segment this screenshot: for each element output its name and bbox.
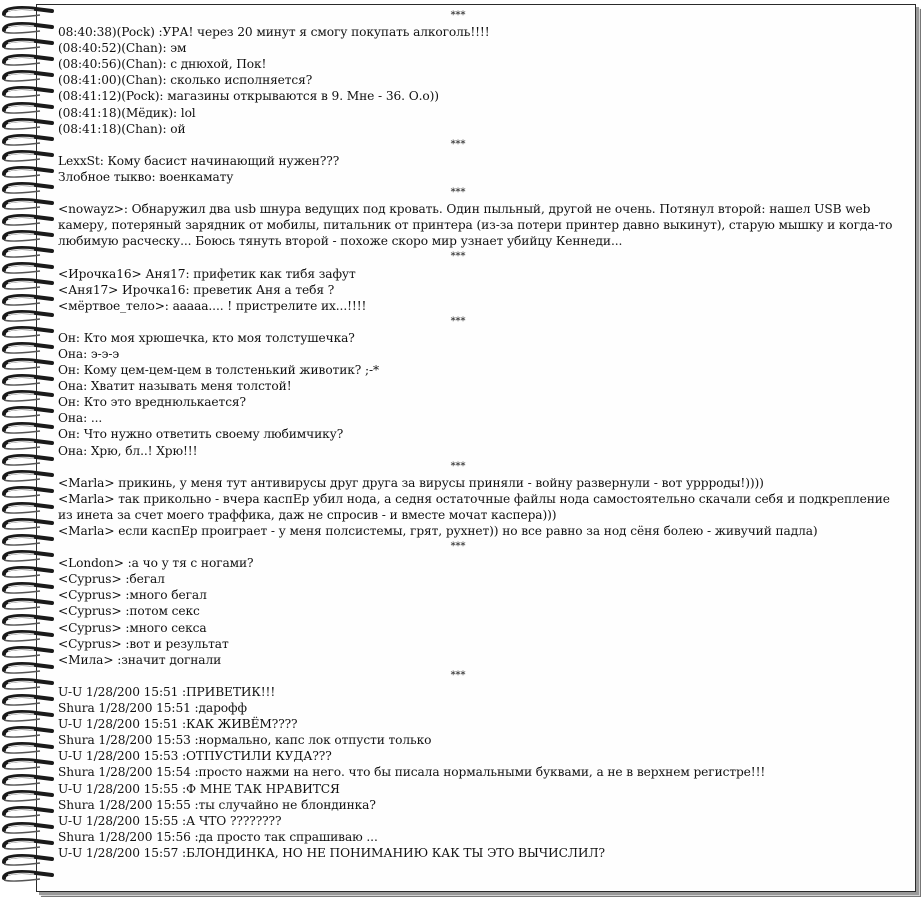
spiral-ring: [4, 632, 52, 641]
spiral-ring: [4, 648, 52, 657]
spiral-ring: [4, 120, 52, 129]
chat-line: U-U 1/28/200 15:51 :КАК ЖИВЁМ????: [58, 717, 298, 732]
spiral-ring: [4, 728, 52, 737]
spiral-ring: [4, 344, 52, 353]
chat-line: U-U 1/28/200 15:55 :Ф МНЕ ТАК НРАВИТСЯ: [58, 781, 340, 796]
spiral-ring: [4, 152, 52, 161]
spiral-ring: [4, 312, 52, 321]
chat-line: <Cyprus> :бегал: [58, 572, 165, 587]
spiral-ring: [4, 488, 52, 497]
spiral-ring: [4, 184, 52, 193]
chat-line: Shura 1/28/200 15:51 :дарофф: [58, 701, 247, 716]
chat-line: <Marla> прикинь, у меня тут антивирусы друг друга за вирусы приняли - войну развернули - вот уррроды!)))): [58, 475, 764, 490]
spiral-ring: [4, 216, 52, 225]
spiral-ring: [4, 472, 52, 481]
spiral-ring: [4, 280, 52, 289]
quote-block: [58, 249, 898, 313]
chat-line: U-U 1/28/200 15:53 :ОТПУСТИЛИ КУДА???: [58, 749, 332, 764]
spiral-ring: [4, 616, 52, 625]
chat-line: <Ирочка16> Аня17: прифетик как тибя зафут: [58, 266, 356, 281]
chat-line: <Cyprus> :много секса: [58, 620, 207, 635]
chat-line: Он: Кому цем-цем-цем в толстенький животик? ;-*: [58, 363, 379, 378]
quote-block: [58, 459, 898, 539]
chat-line: Shura 1/28/200 15:56 :да просто так спрашиваю ...: [58, 829, 378, 844]
spiral-ring: [4, 776, 52, 785]
chat-line: <Cyprus> :потом секс: [58, 604, 200, 619]
spiral-ring: [4, 536, 52, 545]
separator: ***: [450, 251, 466, 263]
quote-block: [58, 24, 898, 137]
chat-line: Shura 1/28/200 15:53 :нормально, капс лок отпусти только: [58, 733, 432, 748]
chat-line: (08:41:18)(Мёдик): lol: [58, 105, 196, 120]
chat-line: Он: Кто моя хрюшечка, кто моя толстушечка?: [58, 330, 355, 345]
spiral-ring: [4, 696, 52, 705]
spiral-ring: [4, 824, 52, 833]
chat-line: Он: Кто это вреднюлькается?: [58, 395, 246, 410]
spiral-ring: [4, 552, 52, 561]
chat-line: U-U 1/28/200 15:57 :БЛОНДИНКА, НО НЕ ПОНИМАНИЮ КАК ТЫ ЭТО ВЫЧИСЛИЛ?: [58, 845, 605, 860]
spiral-ring: [4, 504, 52, 513]
quotes-content: [58, 8, 898, 861]
quote-block: [58, 185, 898, 249]
chat-line: <Аня17> Ирочка16: преветик Аня а тебя ?: [58, 282, 335, 297]
spiral-ring: [4, 88, 52, 97]
separator: ***: [450, 138, 466, 150]
chat-line: LexxSt: Кому басист начинающий нужен???: [58, 153, 340, 168]
separator: ***: [450, 315, 466, 327]
chat-line: <Cyprus> :вот и результат: [58, 636, 229, 651]
spiral-ring: [4, 248, 52, 257]
quote-block: [58, 539, 898, 668]
separator: ***: [450, 541, 466, 553]
chat-line: (08:41:00)(Chan): сколько исполняется?: [58, 73, 313, 88]
chat-line: (08:41:12)(Pock): магазины открываются в 9. Мне - 36. О.о)): [58, 89, 439, 104]
spiral-ring: [4, 232, 52, 241]
spiral-ring: [4, 424, 52, 433]
spiral-ring: [4, 328, 52, 337]
spiral-ring: [4, 520, 52, 529]
spiral-ring: [4, 168, 52, 177]
chat-line: Он: Что нужно ответить своему любимчику?: [58, 427, 344, 442]
chat-line: <nowayz>: Обнаружил два usb шнура ведущих под кровать. Один пыльный, другой не очень. Потянул второй: нашел USB web камеру, потеряный зарядник от мобилы, питальник от принтера (из-за потери принтер давно выкинут), старую мышку и когда-то любимую расческу... Боюсь тянуть второй - похоже скоро мир узнает убийцу Кеннеди...: [58, 202, 893, 249]
spiral-ring: [4, 136, 52, 145]
spiral-ring: [4, 456, 52, 465]
spiral-ring: [4, 296, 52, 305]
spiral-ring: [4, 40, 52, 49]
chat-line: Она: Хватит называть меня толстой!: [58, 379, 292, 394]
chat-line: Shura 1/28/200 15:55 :ты случайно не блондинка?: [58, 797, 376, 812]
chat-line: <Marla> если каспЕр проиграет - у меня полсистемы, грят, рухнет)) но все равно за нод сёня болею - живучий падла): [58, 524, 818, 538]
spiral-ring: [4, 680, 52, 689]
spiral-ring: [4, 584, 52, 593]
spiral-ring: [4, 840, 52, 849]
quote-block: [58, 668, 898, 861]
chat-line: Она: Хрю, бл..! Хрю!!!: [58, 443, 198, 458]
separator: ***: [450, 460, 466, 472]
chat-line: <Мила> :значит догнали: [58, 652, 222, 667]
spiral-ring: [4, 760, 52, 769]
spiral-ring: [4, 792, 52, 801]
spiral-ring: [4, 360, 52, 369]
separator: ***: [450, 187, 466, 199]
spiral-ring: [4, 712, 52, 721]
spiral-ring: [4, 664, 52, 673]
spiral-ring: [4, 104, 52, 113]
spiral-ring: [4, 264, 52, 273]
chat-line: <мёртвое_тело>: ааааа.... ! пристрелите их...!!!!: [58, 298, 367, 313]
quote-block: [58, 137, 898, 185]
spiral-ring: [4, 568, 52, 577]
chat-line: Shura 1/28/200 15:54 :просто нажми на него. что бы писала нормальными буквами, а не в верхнем регистре!!!: [58, 765, 766, 780]
spiral-binding: [0, 0, 60, 897]
spiral-ring: [4, 600, 52, 609]
chat-line: <Marla> так прикольно - вчера каспЕр убил нода, а седня остаточные файлы нода самостоятельно скачали себя и подкрепление из инета за счет моего траффика, даж не спросив - и вместе мочат каспера))): [58, 491, 890, 522]
spiral-ring: [4, 8, 52, 17]
chat-line: (08:40:56)(Chan): с днюхой, Пок!: [58, 57, 267, 72]
spiral-ring: [4, 856, 52, 865]
chat-line: Она: ...: [58, 411, 103, 426]
spiral-ring: [4, 72, 52, 81]
chat-line: U-U 1/28/200 15:51 :ПРИВЕТИК!!!: [58, 684, 276, 699]
chat-line: 08:40:38)(Pock) :УРА! через 20 минут я смогу покупать алкоголь!!!!: [58, 25, 490, 40]
spiral-ring: [4, 872, 52, 881]
spiral-ring: [4, 56, 52, 65]
chat-line: <London> :а чо у тя с ногами?: [58, 556, 254, 571]
spiral-ring: [4, 392, 52, 401]
spiral-ring: [4, 440, 52, 449]
chat-line: Злобное тыкво: военкамату: [58, 169, 234, 184]
chat-line: Она: э-э-э: [58, 346, 120, 361]
spiral-ring: [4, 744, 52, 753]
separator: ***: [450, 669, 466, 681]
chat-line: (08:40:52)(Chan): эм: [58, 41, 187, 56]
spiral-ring: [4, 24, 52, 33]
quote-block: [58, 314, 898, 459]
chat-line: U-U 1/28/200 15:55 :А ЧТО ????????: [58, 813, 282, 828]
spiral-ring: [4, 200, 52, 209]
spiral-ring: [4, 808, 52, 817]
spiral-ring: [4, 408, 52, 417]
chat-line: <Cyprus> :много бегал: [58, 588, 207, 603]
separator: ***: [450, 10, 466, 21]
spiral-ring: [4, 376, 52, 385]
chat-line: (08:41:18)(Chan): ой: [58, 121, 186, 136]
